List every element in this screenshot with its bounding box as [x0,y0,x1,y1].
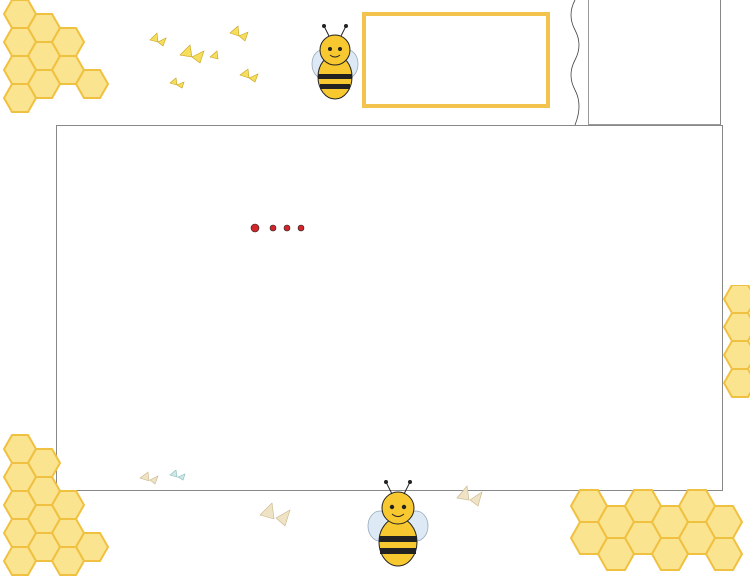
butterflies-decoration [140,25,270,105]
title-card [362,12,550,108]
bee-illustration-bottom [358,478,438,574]
honeycomb-left-decoration [0,0,110,125]
honeycomb-bottom-left-decoration [0,405,110,576]
butterflies-bottom-decoration [130,470,330,540]
day-cell-1 [588,0,721,125]
menu-calendar-grid [56,125,723,491]
bee-illustration-top [300,22,370,112]
butterfly-right-decoration [452,478,492,508]
honeycomb-bottom-right-decoration [560,470,750,576]
ladybugs-decoration [247,223,317,233]
swirl-decoration [564,0,586,125]
honeycomb-right-decoration [722,285,750,405]
